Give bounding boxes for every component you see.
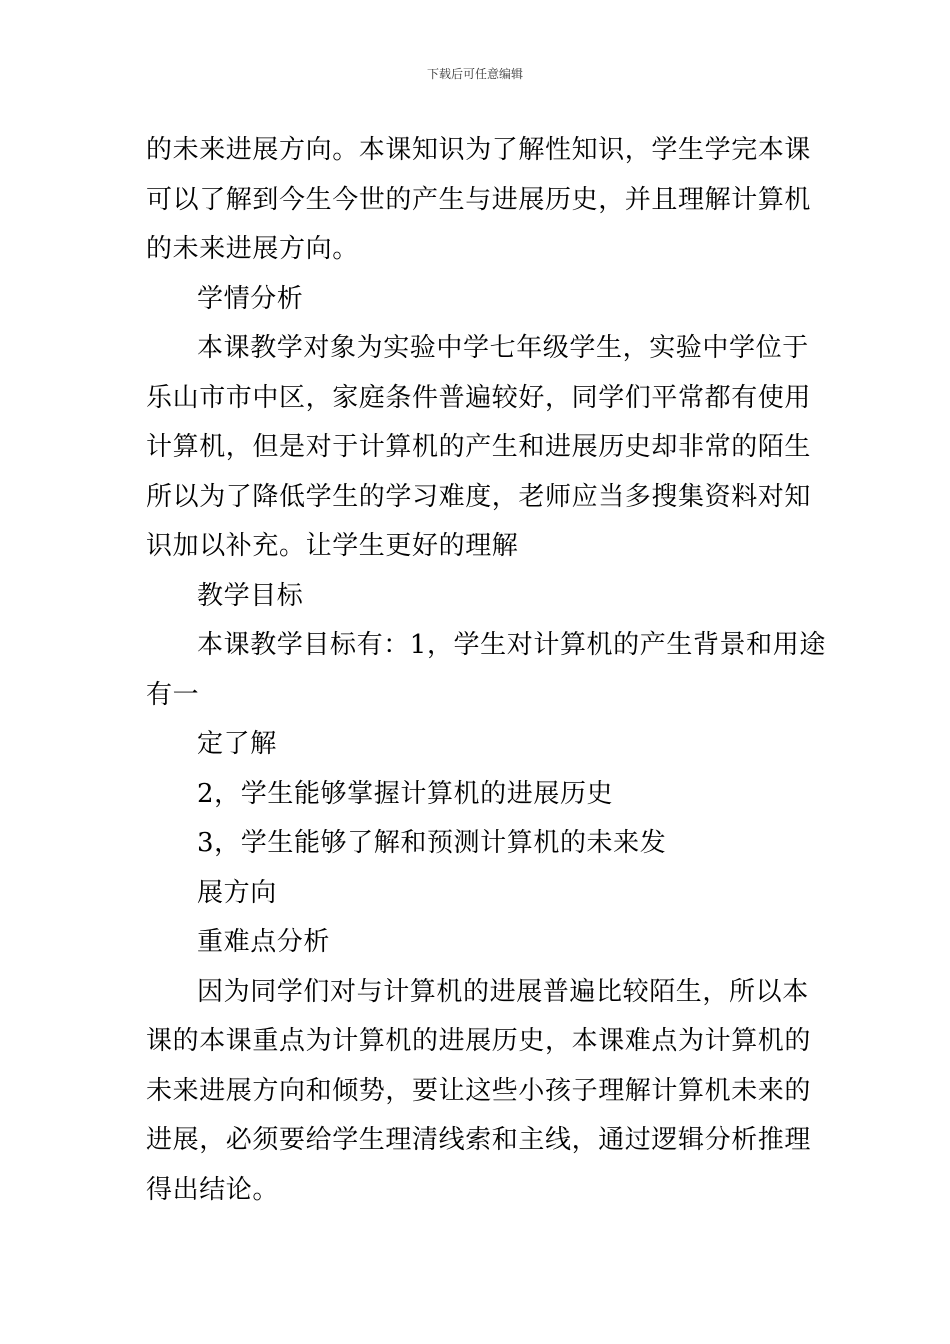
text-line: 的未来进展方向。 <box>146 234 359 264</box>
document-body <box>146 126 826 1215</box>
page-header: 下载后可任意编辑 <box>426 67 523 81</box>
text-line: 识加以补充。让学生更好的理解 <box>146 531 519 561</box>
text-line: 展方向 <box>197 877 277 908</box>
text-line: 未来进展方向和倾势，要让这些小孩子理解计算机未来的 <box>146 1075 812 1106</box>
text-line: 2，学生能够掌握计算机的进展历史 <box>197 778 614 809</box>
text-line: 本课教学对象为实验中学七年级学生，实验中学位于 <box>197 333 809 363</box>
text-line: 乐山市市中区，家庭条件普遍较好，同学们平常都有使用 <box>146 382 812 413</box>
text-line: 课的本课重点为计算机的进展历史，本课难点为计算机的 <box>146 1026 812 1056</box>
text-line: 进展，必须要给学生理清线索和主线，通过逻辑分析推理 <box>146 1125 812 1155</box>
text-line: 计算机，但是对于计算机的产生和进展历史却非常的陌生 <box>146 432 812 462</box>
text-line: 学情分析 <box>197 283 304 314</box>
text-line: 定了解 <box>197 729 277 759</box>
text-line: 教学目标 <box>197 580 304 611</box>
text-line: 重难点分析 <box>197 927 331 957</box>
text-line: 的未来进展方向。本课知识为了解性知识，学生学完本课 <box>146 135 812 165</box>
text-line: 得出结论。 <box>146 1174 280 1205</box>
text-line: 可以了解到今生今世的产生与进展历史，并且理解计算机 <box>146 184 812 215</box>
text-line: 因为同学们对与计算机的进展普遍比较陌生，所以本 <box>197 976 809 1007</box>
text-line: 3，学生能够了解和预测计算机的未来发 <box>197 828 667 858</box>
text-line: 有一 <box>146 679 200 710</box>
text-line: 所以为了降低学生的学习难度，老师应当多搜集资料对知 <box>146 481 812 512</box>
text-line: 本课教学目标有：1，学生对计算机的产生背景和用途 <box>197 630 826 660</box>
